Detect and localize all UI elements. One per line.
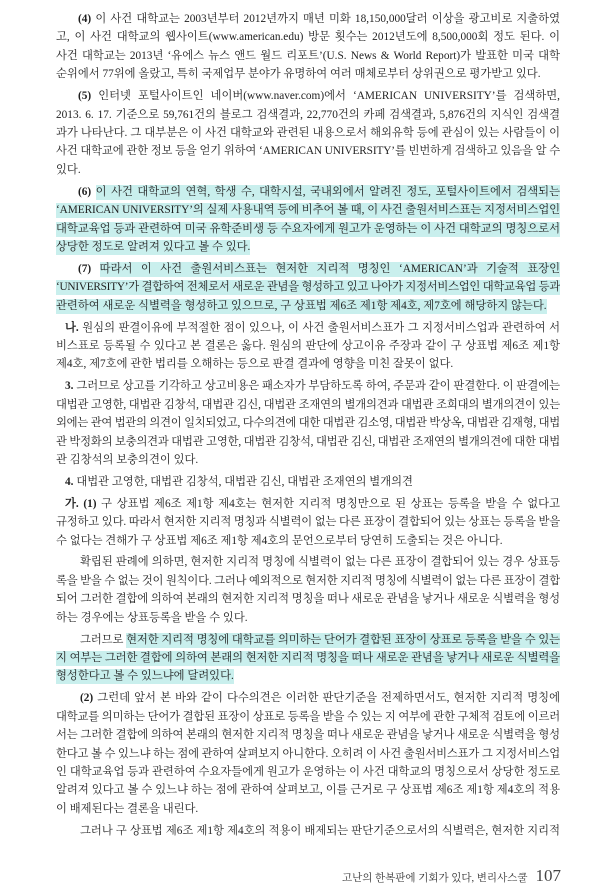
highlighted-text: 지 여부는 그러한 결합에 의하여 본래의 현저한 지리적 명칭을 떠나 새로운 관념을 낳거나 새로운 식별력을 [56, 651, 560, 664]
section-3 [56, 377, 560, 469]
text-line: 과가 나타난다. 그 대부분은 이 사건 대학교와 관련된 내용으로서 해외유학 등에 관심이 있는 사람들이 이 [56, 127, 560, 140]
text-line [56, 220, 560, 238]
text-line [56, 473, 560, 491]
text-line: 사건 대학교는 2013년 ‘유에스 뉴스 앤드 월드 리포트’(U.S. News & World Report)가 발표한 미국 대학 [56, 49, 560, 62]
text-line: 순위에서 77위에 올랐고, 특히 국제업무 분야가 유명하여 여러 매체로부터 상위권으로 평가받고 있다. [56, 68, 541, 81]
text-line [56, 377, 560, 395]
text-line: 2013. 6. 17. 기준으로 59,761건의 블로그 검색결과, 22,770건의 카페 검색결과, 5,876건의 지식인 검색결 [56, 108, 560, 121]
text-line: 비스표로 등록될 수 있다고 본 결론은 옳다. 원심의 판단에 상고이유 주장과 같이 구 상표법 제6조 제1항 [56, 340, 560, 352]
highlighted-text: 형성한다고 볼 수 있느냐에 달려있다. [56, 670, 234, 683]
highlighted-text: 대학교육업 등과 관련하여 미국 유학준비생 등 수요자에게 원고가 운영하는 이 사건 대학교의 명칭으로서 [56, 222, 560, 235]
paragraph-therefore-highlighted [56, 631, 560, 686]
text-line [56, 495, 560, 513]
line-text: 그런데 앞서 본 바와 같이 다수의견은 이러한 판단기준을 전제하면서도, 현저한 지리적 명칭에 [97, 692, 560, 705]
paragraph-5 [56, 87, 560, 179]
page-number: 107 [535, 866, 561, 885]
text-line: 록을 받을 수 없는 것이 원칙이다. 그러나 예외적으로 현저한 지리적 명칭에 식별력이 없는 다른 표장이 결합 [56, 574, 560, 587]
text-line: 이 배제된다는 결론을 내린다. [56, 802, 199, 815]
paragraph-marker: (2) [80, 692, 94, 705]
text-line: 서는 그러한 결합에 의하여 본래의 현저한 지리적 명칭을 떠나 새로운 관념을 낳거나 새로운 식별력을 형성 [56, 729, 560, 742]
section-marker: 4. [65, 475, 74, 488]
line-text: 이 사건 대학교는 2003년부터 2012년까지 매년 미화 18,150,000달러 이상을 광고비로 지출하였 [95, 13, 560, 25]
paragraph-7-highlighted [56, 260, 560, 315]
highlighted-text: 관련하여 새로운 식별력을 형성하고 있으므로, 구 상표법 제6조 제1항 제4호, 제7호에 해당하지 않는다. [56, 299, 547, 312]
text-line [56, 238, 560, 256]
section-ga-1 [56, 495, 560, 550]
text-line [56, 319, 560, 337]
text-line: 하는 경우에는 상표등록을 받을 수 있다. [56, 611, 248, 624]
text-line: 알려져 있다고 볼 수 있느냐 하는 점에 관하여 살펴보고, 이를 근거로 구 상표법 제6조 제1항 제4호의 적용 [56, 784, 560, 797]
highlighted-text: 현저한 지리적 명칭에 대학교를 의미하는 단어가 결합된 표장이 상표로 등록을 받을 수 있는 [126, 633, 560, 646]
text-line: 대학교를 의미하는 단어가 결합된 표장이 상표로 등록을 받을 수 있는 지 여부에 관한 구체적 검토에 이르러 [56, 710, 560, 723]
text-line: 확립된 판례에 의하면, 현저한 지리적 명칭에 식별력이 없는 다른 표장이 결합되어 있는 경우 상표등 [80, 556, 560, 569]
text-line [56, 87, 560, 105]
line-text: 원심의 판결이유에 부적절한 점이 있으나, 이 사건 출원서비스표가 그 지정서비스업과 관련하여 서 [82, 321, 560, 334]
text-line [56, 667, 560, 685]
line-text: 대법관 고영한, 대법관 김창석, 대법관 김신, 대법관 조재연의 별개의견 [76, 475, 413, 488]
text-line: 관 박정화의 보충의견과 대법관 고영한, 대법관 김창석, 대법관 김신, 대법관 조재연의 별개의견에 대한 대법 [56, 435, 560, 448]
paragraph-marker: (5) [78, 90, 92, 103]
line-text: 그러므로 상고를 기각하고 상고비용은 패소자가 부담하도록 하여, 주문과 같이 판결한다. 이 판결에는 [76, 380, 560, 393]
line-text: 구 상표법 제6조 제1항 제4호는 현저한 지리적 명칭만으로 된 상표는 등록을 받을 수 없다고 [101, 497, 560, 510]
text-line [56, 689, 560, 707]
text-line: 수 없다는 견해가 구 상표법 제6조 제1항 제4호의 문언으로부터 당연히 도출되는 것은 아니다. [56, 534, 503, 547]
line-text: 인터넷 포털사이트인 네이버(www.naver.com)에서 ‘AMERICAN UNIVERSITY’를 검색하면, [98, 90, 560, 103]
paragraph-4 [56, 10, 560, 84]
page-footer [342, 866, 561, 888]
text-line [56, 278, 560, 296]
highlighted-text: ‘AMERICAN UNIVERSITY’의 실제 사용내역 등에 비추어 볼 때, 이 사건 출원서비스표는 지정서비스업인 [56, 204, 560, 217]
text-line: 되어 그러한 결합에 의하여 본래의 현저한 지리적 명칭을 떠나 새로운 관념을 낳거나 새로운 식별력을 형성 [56, 593, 560, 606]
text-line: 있다. [56, 163, 81, 176]
text-line: 관 김창석의 보충의견이 있다. [56, 454, 199, 467]
text-line [56, 649, 560, 667]
text-line [56, 631, 560, 649]
text-line [56, 183, 560, 201]
highlighted-text: ‘UNIVERSITY’가 결합하여 전체로서 새로운 관념을 형성하고 있고 나아가 지정서비스업인 대학교육업 등과 [56, 281, 560, 294]
document-body [56, 10, 560, 844]
paragraph-2 [56, 689, 560, 818]
paragraph-however [56, 822, 560, 840]
section-marker: 3. [65, 380, 74, 393]
text-line: 외에는 관여 법관의 의견이 일치되었고, 다수의견에 대한 대법관 김소영, 대법관 박상옥, 대법관 김재형, 대법 [56, 417, 560, 430]
line-lead-text: 그러므로 [80, 633, 124, 646]
text-line: 대법관 고영한, 대법관 김창석, 대법관 김신, 대법관 조재연의 별개의견과 대법관 조희대의 별개의견이 있는 [56, 398, 560, 411]
text-line [56, 10, 560, 28]
paragraph-established-precedent [56, 553, 560, 627]
highlighted-text: 이 사건 대학교의 연혁, 학생 수, 대학시설, 국내외에서 알려진 정도, 포털사이트에서 검색되는 [95, 185, 560, 198]
paragraph-marker: (7) [78, 262, 92, 275]
paragraph-marker: (4) [78, 13, 92, 25]
text-line: 그러나 구 상표법 제6조 제1항 제4호의 적용이 배제되는 판단기준으로서의 식별력은, 현저한 지리적 [80, 824, 560, 837]
text-line: 인 대학교육업 등과 관련하여 수요자들에게 원고가 운영하는 이 사건 대학교의 명칭으로서 상당한 정도로 [56, 765, 560, 778]
text-line: 고, 이 사건 대학교의 웹사이트(www.american.edu) 방문 횟수는 2012년도에 8,500,000회 정도 된다. 이 [56, 31, 560, 44]
text-line: 사건 대학교에 관한 정보 등을 얻기 위하여 ‘AMERICAN UNIVERSITY’를 빈번하게 검색하고 있음을 알 수 [56, 145, 560, 158]
paragraph-6-highlighted [56, 183, 560, 257]
text-line: 제4호, 제7호에 관한 법리를 오해하는 등으로 판결 결과에 영향을 미친 잘못이 없다. [56, 358, 454, 371]
section-marker: 가. (1) [65, 497, 97, 510]
section-4-heading [56, 473, 560, 491]
highlighted-text: 상당한 정도로 알려져 있다고 볼 수 있다. [56, 241, 251, 254]
section-na [56, 319, 560, 374]
footer-slogan: 고난의 한복판에 기회가 있다, 변리사스쿨 [341, 873, 528, 884]
text-line: 규정하고 있다. 따라서 현저한 지리적 명칭과 식별력이 없는 다른 표장이 결합되어 있는 상표는 등록을 받을 [56, 516, 560, 529]
section-marker: 나. [65, 321, 79, 334]
text-line [56, 260, 560, 278]
text-line [56, 201, 560, 219]
paragraph-marker: (6) [78, 185, 92, 198]
text-line: 한다고 볼 수 있느냐 하는 점에 관하여 살펴보지 아니한다. 오히려 이 사건 출원서비스표가 그 지정서비스업 [56, 747, 560, 760]
text-line [56, 297, 560, 315]
highlighted-text: 따라서 이 사건 출원서비스표는 현저한 지리적 명칭인 ‘AMERICAN’과 기술적 표장인 [99, 262, 560, 275]
